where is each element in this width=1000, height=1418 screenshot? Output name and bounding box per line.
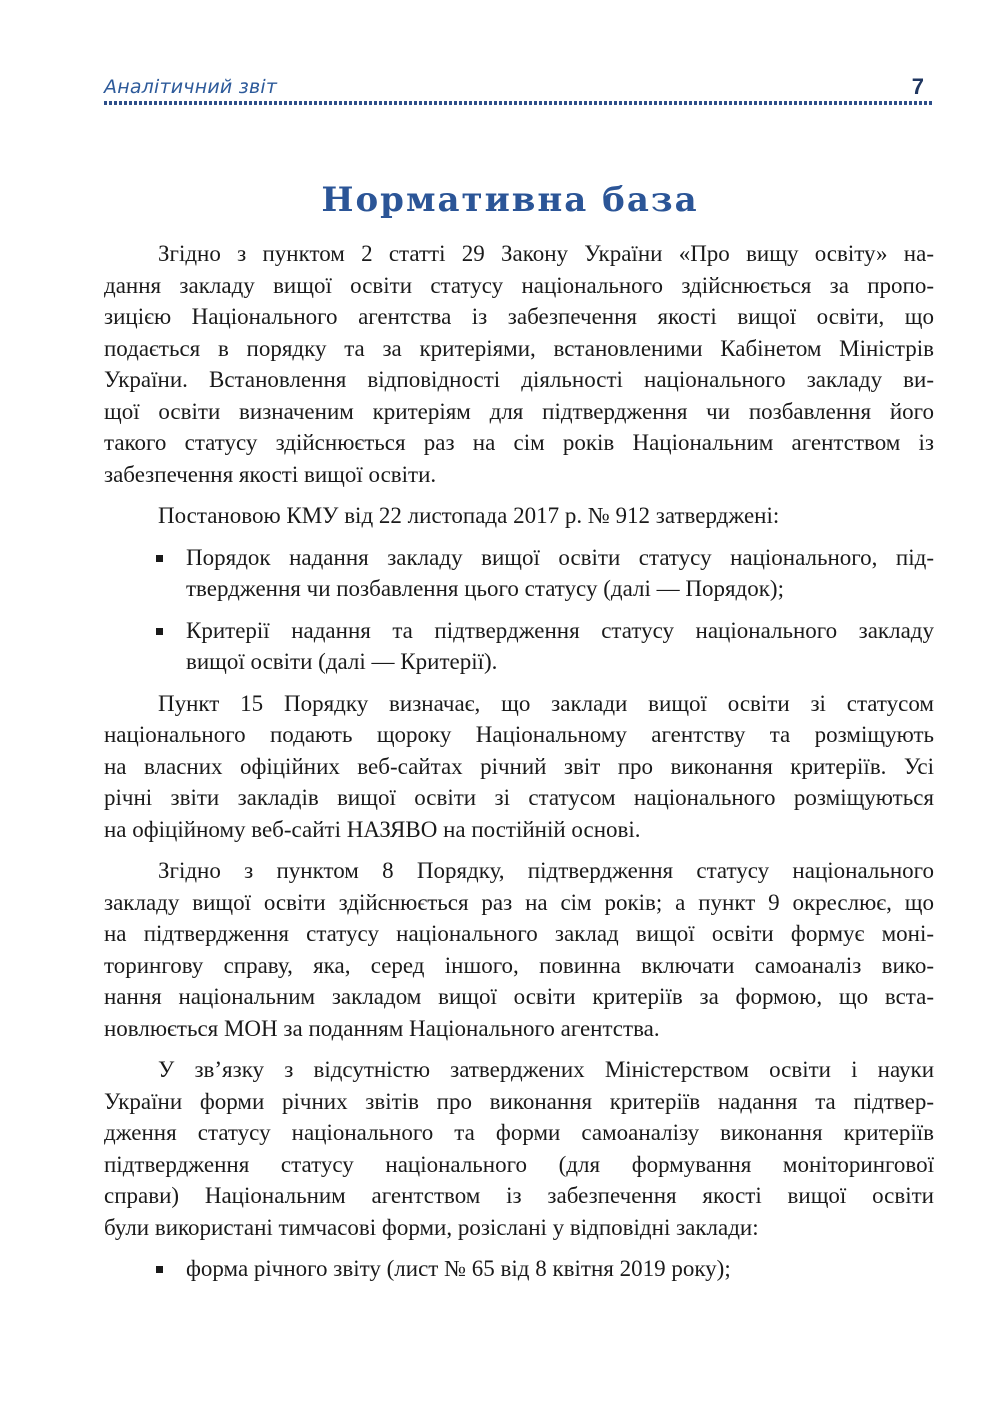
text-line: У зв’язку з відсутністю затверджених Міністерством освіти і науки	[158, 1057, 934, 1082]
text-line	[104, 1253, 934, 1285]
text-line: були використані тимчасові форми, розіслані у відповідні заклади:	[104, 1214, 759, 1240]
text-line: твердження чи позбавлення цього статусу (далі — Порядок);	[186, 576, 784, 601]
list-item	[104, 1253, 934, 1285]
text-line: закладу вищої освіти здійснюється раз на сім років; а пункт 9 окреслює, що	[104, 889, 934, 915]
text-line: новлюється МОН за поданням Національного агентства.	[104, 1015, 660, 1041]
text-line: України. Встановлення відповідності діяльності національного закладу ви-	[104, 367, 934, 392]
text-line: справи) Національним агентством із забезпечення якості вищої освіти	[104, 1183, 934, 1208]
list-item-text: Порядок надання закладу вищої освіти статусу національного, під-	[186, 544, 934, 570]
paragraph-3	[104, 688, 934, 846]
bullet-icon	[156, 628, 163, 635]
text-line: Згідно з пунктом 8 Порядку, підтвердження статусу національного	[158, 858, 934, 883]
text-line: Постановою КМУ від 22 листопада 2017 р. № 912 затверджені:	[158, 503, 780, 528]
text-line: національного подають щороку Національному агентству та розміщують	[104, 722, 934, 747]
text-line: нання національним закладом вищої освіти критеріїв за формою, що вста-	[104, 984, 934, 1009]
text-line: торингову справу, яка, серед іншого, повинна включати самоаналіз вико-	[104, 952, 934, 978]
bullet-icon	[156, 1266, 163, 1273]
paragraph-4	[104, 855, 934, 1044]
text-line: зицією Національного агентства із забезпечення якості вищої освіти, що	[104, 304, 934, 329]
list-item	[104, 542, 934, 605]
text-line: підтвердження статусу національного (для формування моніторингової	[104, 1151, 934, 1177]
list-item-text: форма річного звіту (лист № 65 від 8 квітня 2019 року);	[186, 1256, 731, 1281]
text-line: на підтвердження статусу національного заклад вищої освіти формує моні-	[104, 921, 934, 946]
text-line: вищої освіти (далі — Критерії).	[186, 649, 498, 674]
bullet-icon	[156, 555, 163, 562]
paragraph-1	[104, 238, 934, 490]
text-line: Згідно з пунктом 2 статті 29 Закону України «Про вищу освіту» на-	[158, 241, 934, 266]
text-line: на власних офіційних веб-сайтах річний звіт про виконання критеріїв. Усі	[104, 753, 934, 779]
page-number: 7	[911, 74, 924, 99]
list-item	[104, 615, 934, 678]
text-line: забезпечення якості вищої освіти.	[104, 461, 437, 487]
text-line: подається в порядку та за критеріями, встановленими Кабінетом Міністрів	[104, 335, 934, 361]
text-line: України форми річних звітів про виконання критеріїв надання та підтвер-	[104, 1088, 934, 1114]
paragraph-2	[104, 500, 934, 532]
text-line: річні звіти закладів вищої освіти зі статусом національного розміщуються	[104, 785, 934, 810]
text-line: Пункт 15 Порядку визначає, що заклади вищої освіти зі статусом	[158, 690, 934, 716]
text-line: дання закладу вищої освіти статусу національного здійснюється за пропо-	[104, 272, 934, 298]
text-line	[104, 542, 934, 574]
text-line: такого статусу здійснюється раз на сім років Національним агентством із	[104, 430, 934, 455]
text-line	[104, 615, 934, 647]
text-line: на офіційному веб-сайті НАЗЯВО на постійній основі.	[104, 816, 641, 842]
running-title: Аналітичний звіт	[104, 76, 278, 98]
header-dotted-rule	[104, 101, 934, 105]
text-line: щої освіти визначеним критеріям для підтвердження чи позбавлення його	[104, 398, 934, 424]
paragraph-5	[104, 1054, 934, 1243]
list-item-text: Критерії надання та підтвердження статусу національного закладу	[186, 617, 934, 643]
body-text	[104, 238, 934, 1295]
section-heading: Нормативна база	[321, 180, 699, 220]
text-line: дження статусу національного та форми самоаналізу виконання критеріїв	[104, 1120, 934, 1145]
